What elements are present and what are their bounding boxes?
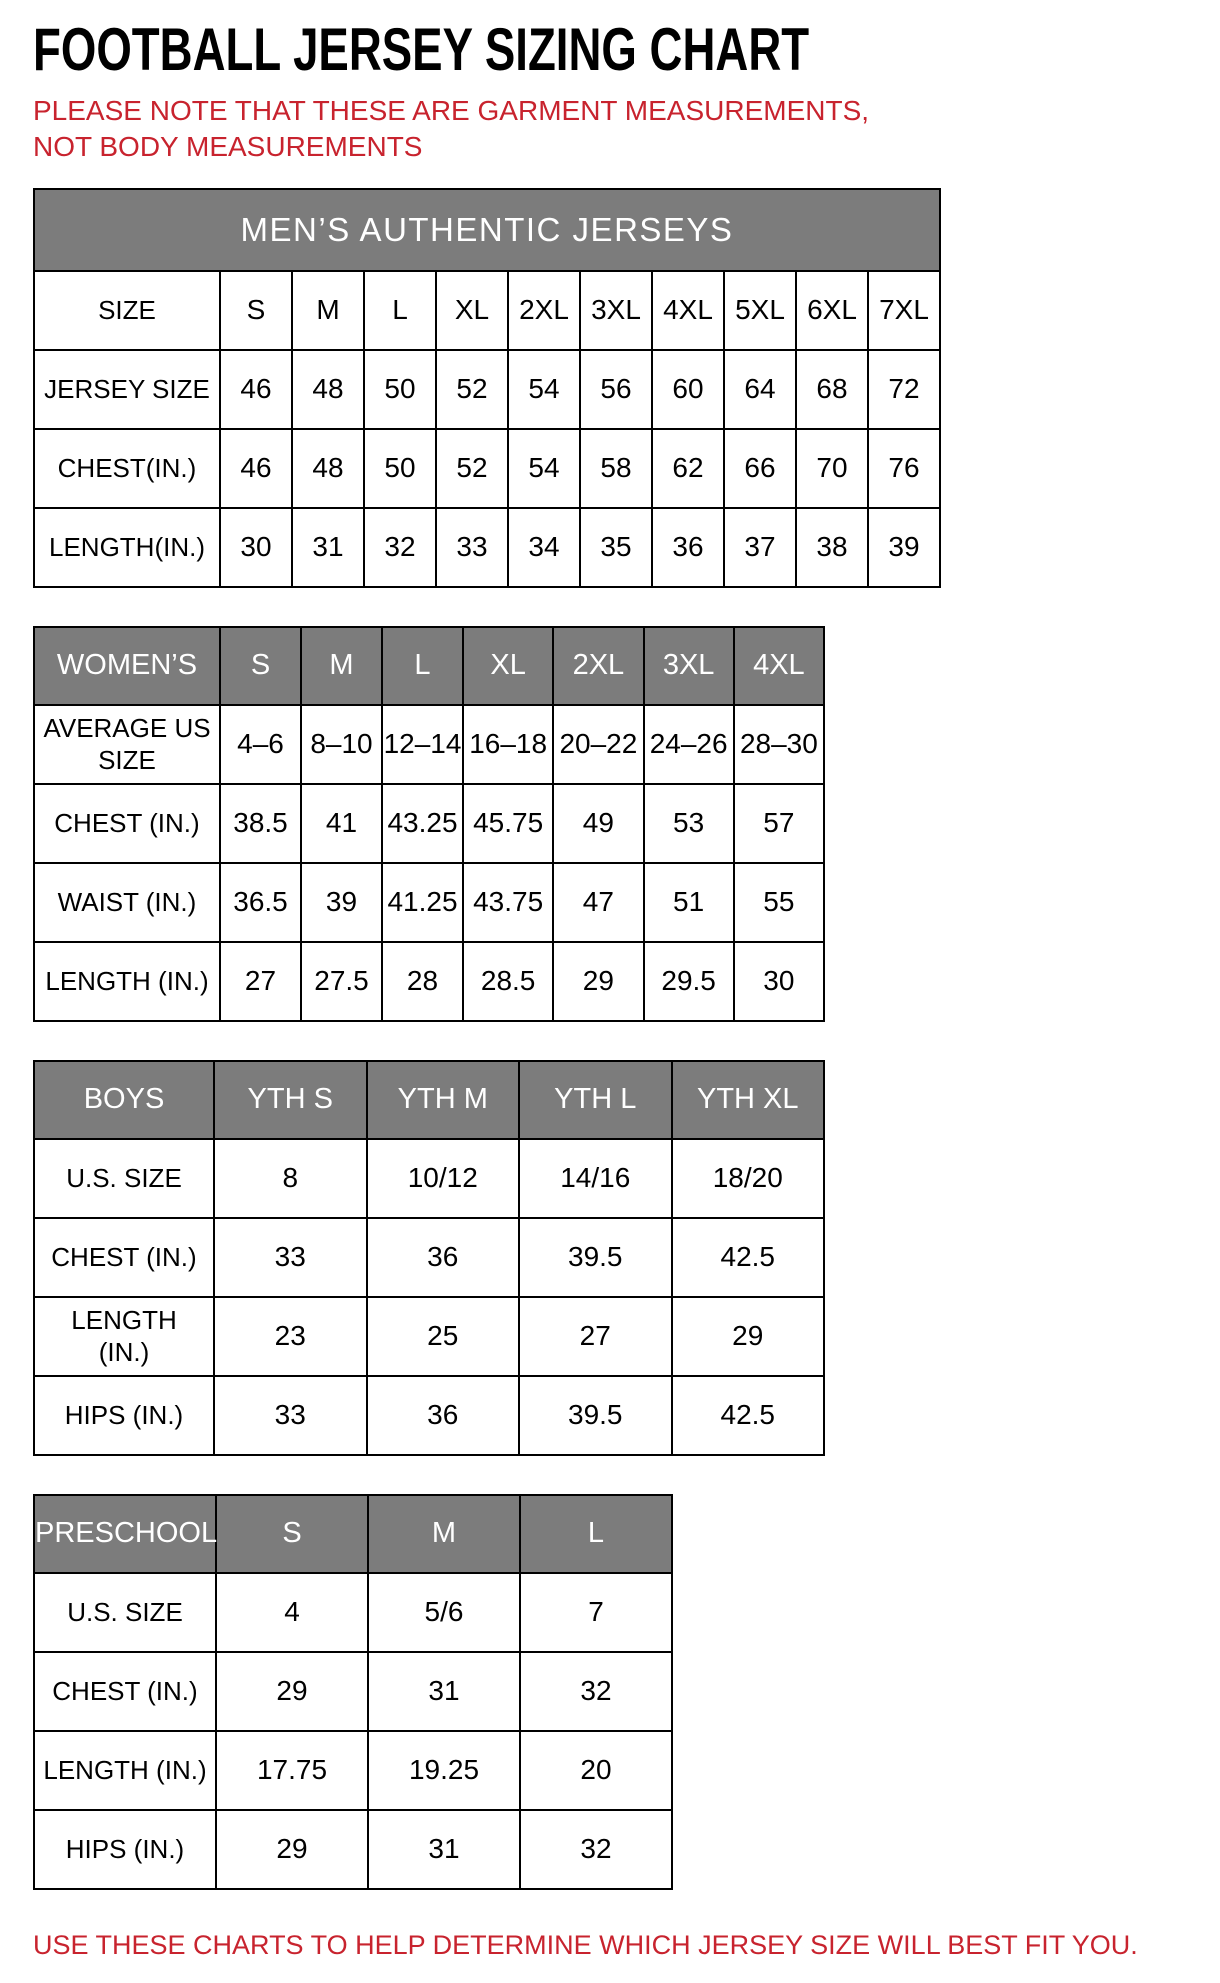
cell-value: 10/12 <box>367 1139 520 1218</box>
cell-value: 32 <box>364 508 436 587</box>
cell-value: 43.25 <box>382 784 463 863</box>
cell-value: 4 <box>216 1573 368 1652</box>
column-header: S <box>220 627 301 705</box>
table-title: WOMEN’S <box>34 627 220 705</box>
cell-value: 41 <box>301 784 382 863</box>
cell-value: M <box>292 271 364 350</box>
cell-value: 29 <box>672 1297 825 1376</box>
row-label: SIZE <box>34 271 220 350</box>
table-row <box>34 508 940 587</box>
row-label: JERSEY SIZE <box>34 350 220 429</box>
cell-value: 31 <box>292 508 364 587</box>
boys-sizing-table <box>33 1060 825 1456</box>
table-row <box>34 1810 672 1889</box>
cell-value: 7XL <box>868 271 940 350</box>
row-label: CHEST(IN.) <box>34 429 220 508</box>
cell-value: 39 <box>301 863 382 942</box>
cell-value: 6XL <box>796 271 868 350</box>
cell-value: 45.75 <box>463 784 553 863</box>
table-row <box>34 1218 824 1297</box>
cell-value: 48 <box>292 429 364 508</box>
cell-value: 54 <box>508 429 580 508</box>
cell-value: 36.5 <box>220 863 301 942</box>
cell-value: 49 <box>553 784 643 863</box>
table-title: MEN’S AUTHENTIC JERSEYS <box>34 189 940 271</box>
cell-value: 37 <box>724 508 796 587</box>
cell-value: 62 <box>652 429 724 508</box>
table-row <box>34 784 824 863</box>
cell-value: 39.5 <box>519 1218 672 1297</box>
column-header: M <box>301 627 382 705</box>
table-row <box>34 1297 824 1376</box>
column-header: 4XL <box>734 627 824 705</box>
row-label: CHEST (IN.) <box>34 1218 214 1297</box>
cell-value: 4XL <box>652 271 724 350</box>
cell-value: 8 <box>214 1139 367 1218</box>
row-label: LENGTH(IN.) <box>34 508 220 587</box>
cell-value: 28.5 <box>463 942 553 1021</box>
cell-value: 3XL <box>580 271 652 350</box>
cell-value: 23 <box>214 1297 367 1376</box>
cell-value: 8–10 <box>301 705 382 784</box>
column-header: YTH L <box>519 1061 672 1139</box>
cell-value: 5XL <box>724 271 796 350</box>
row-label: U.S. SIZE <box>34 1139 214 1218</box>
cell-value: 48 <box>292 350 364 429</box>
cell-value: 53 <box>644 784 734 863</box>
cell-value: 17.75 <box>216 1731 368 1810</box>
cell-value: 46 <box>220 429 292 508</box>
column-header: S <box>216 1495 368 1573</box>
cell-value: 36 <box>367 1218 520 1297</box>
row-label: LENGTH (IN.) <box>34 1297 214 1376</box>
cell-value: 50 <box>364 350 436 429</box>
cell-value: 33 <box>436 508 508 587</box>
row-label: AVERAGE US SIZE <box>34 705 220 784</box>
cell-value: 18/20 <box>672 1139 825 1218</box>
cell-value: 42.5 <box>672 1218 825 1297</box>
cell-value: 52 <box>436 429 508 508</box>
cell-value: 29 <box>216 1652 368 1731</box>
table-row <box>34 863 824 942</box>
cell-value: 20–22 <box>553 705 643 784</box>
cell-value: 19.25 <box>368 1731 520 1810</box>
table-row <box>34 271 940 350</box>
cell-value: 58 <box>580 429 652 508</box>
column-header: L <box>382 627 463 705</box>
row-label: HIPS (IN.) <box>34 1376 214 1455</box>
column-header: XL <box>463 627 553 705</box>
cell-value: 57 <box>734 784 824 863</box>
cell-value: L <box>364 271 436 350</box>
column-header: M <box>368 1495 520 1573</box>
cell-value: 29.5 <box>644 942 734 1021</box>
header-row <box>34 627 824 705</box>
table-row <box>34 429 940 508</box>
column-header: L <box>520 1495 672 1573</box>
cell-value: 41.25 <box>382 863 463 942</box>
row-label: WAIST (IN.) <box>34 863 220 942</box>
cell-value: 39.5 <box>519 1376 672 1455</box>
cell-value: 31 <box>368 1810 520 1889</box>
cell-value: 43.75 <box>463 863 553 942</box>
cell-value: 32 <box>520 1810 672 1889</box>
row-label: U.S. SIZE <box>34 1573 216 1652</box>
column-header: YTH S <box>214 1061 367 1139</box>
cell-value: 27 <box>519 1297 672 1376</box>
fit-advice-note: USE THESE CHARTS TO HELP DETERMINE WHICH JERSEY SIZE WILL BEST FIT YOU. <box>33 1929 1138 1960</box>
cell-value: 38 <box>796 508 868 587</box>
cell-value: 76 <box>868 429 940 508</box>
cell-value: 66 <box>724 429 796 508</box>
cell-value: 52 <box>436 350 508 429</box>
column-header: YTH M <box>367 1061 520 1139</box>
cell-value: 30 <box>734 942 824 1021</box>
cell-value: 4–6 <box>220 705 301 784</box>
table-title: BOYS <box>34 1061 214 1139</box>
cell-value: 20 <box>520 1731 672 1810</box>
cell-value: 2XL <box>508 271 580 350</box>
row-label: HIPS (IN.) <box>34 1810 216 1889</box>
row-label: LENGTH (IN.) <box>34 1731 216 1810</box>
cell-value: 51 <box>644 863 734 942</box>
cell-value: 24–26 <box>644 705 734 784</box>
cell-value: 29 <box>216 1810 368 1889</box>
cell-value: 38.5 <box>220 784 301 863</box>
table-row <box>34 1573 672 1652</box>
mens-sizing-table <box>33 188 941 588</box>
cell-value: 36 <box>652 508 724 587</box>
cell-value: 28 <box>382 942 463 1021</box>
cell-value: 30 <box>220 508 292 587</box>
cell-value: 50 <box>364 429 436 508</box>
cell-value: 54 <box>508 350 580 429</box>
cell-value: 55 <box>734 863 824 942</box>
cell-value: 33 <box>214 1218 367 1297</box>
cell-value: XL <box>436 271 508 350</box>
page-title: FOOTBALL JERSEY SIZING CHART <box>33 16 810 83</box>
cell-value: 68 <box>796 350 868 429</box>
cell-value: 27 <box>220 942 301 1021</box>
column-header: 3XL <box>644 627 734 705</box>
cell-value: 5/6 <box>368 1573 520 1652</box>
cell-value: 12–14 <box>382 705 463 784</box>
table-row <box>34 350 940 429</box>
cell-value: 33 <box>214 1376 367 1455</box>
cell-value: 34 <box>508 508 580 587</box>
cell-value: 25 <box>367 1297 520 1376</box>
preschool-sizing-table <box>33 1494 673 1890</box>
cell-value: 72 <box>868 350 940 429</box>
garment-measurement-note: PLEASE NOTE THAT THESE ARE GARMENT MEASUREMENTS, NOT BODY MEASUREMENTS <box>33 95 870 163</box>
womens-sizing-table <box>33 626 825 1022</box>
cell-value: 32 <box>520 1652 672 1731</box>
cell-value: 14/16 <box>519 1139 672 1218</box>
cell-value: 47 <box>553 863 643 942</box>
cell-value: 46 <box>220 350 292 429</box>
column-header: YTH XL <box>672 1061 825 1139</box>
cell-value: 70 <box>796 429 868 508</box>
table-row <box>34 1652 672 1731</box>
cell-value: 31 <box>368 1652 520 1731</box>
table-title: PRESCHOOL <box>34 1495 216 1573</box>
cell-value: 39 <box>868 508 940 587</box>
table-row <box>34 1731 672 1810</box>
cell-value: 16–18 <box>463 705 553 784</box>
cell-value: 35 <box>580 508 652 587</box>
row-label: CHEST (IN.) <box>34 1652 216 1731</box>
cell-value: 56 <box>580 350 652 429</box>
table-row <box>34 942 824 1021</box>
table-row <box>34 1376 824 1455</box>
cell-value: S <box>220 271 292 350</box>
column-header: 2XL <box>553 627 643 705</box>
cell-value: 29 <box>553 942 643 1021</box>
row-label: CHEST (IN.) <box>34 784 220 863</box>
cell-value: 42.5 <box>672 1376 825 1455</box>
table-row <box>34 705 824 784</box>
table-row <box>34 1139 824 1218</box>
header-row <box>34 1061 824 1139</box>
header-row <box>34 1495 672 1573</box>
cell-value: 7 <box>520 1573 672 1652</box>
row-label: LENGTH (IN.) <box>34 942 220 1021</box>
cell-value: 28–30 <box>734 705 824 784</box>
cell-value: 27.5 <box>301 942 382 1021</box>
banner-row <box>34 189 940 271</box>
cell-value: 36 <box>367 1376 520 1455</box>
cell-value: 60 <box>652 350 724 429</box>
cell-value: 64 <box>724 350 796 429</box>
